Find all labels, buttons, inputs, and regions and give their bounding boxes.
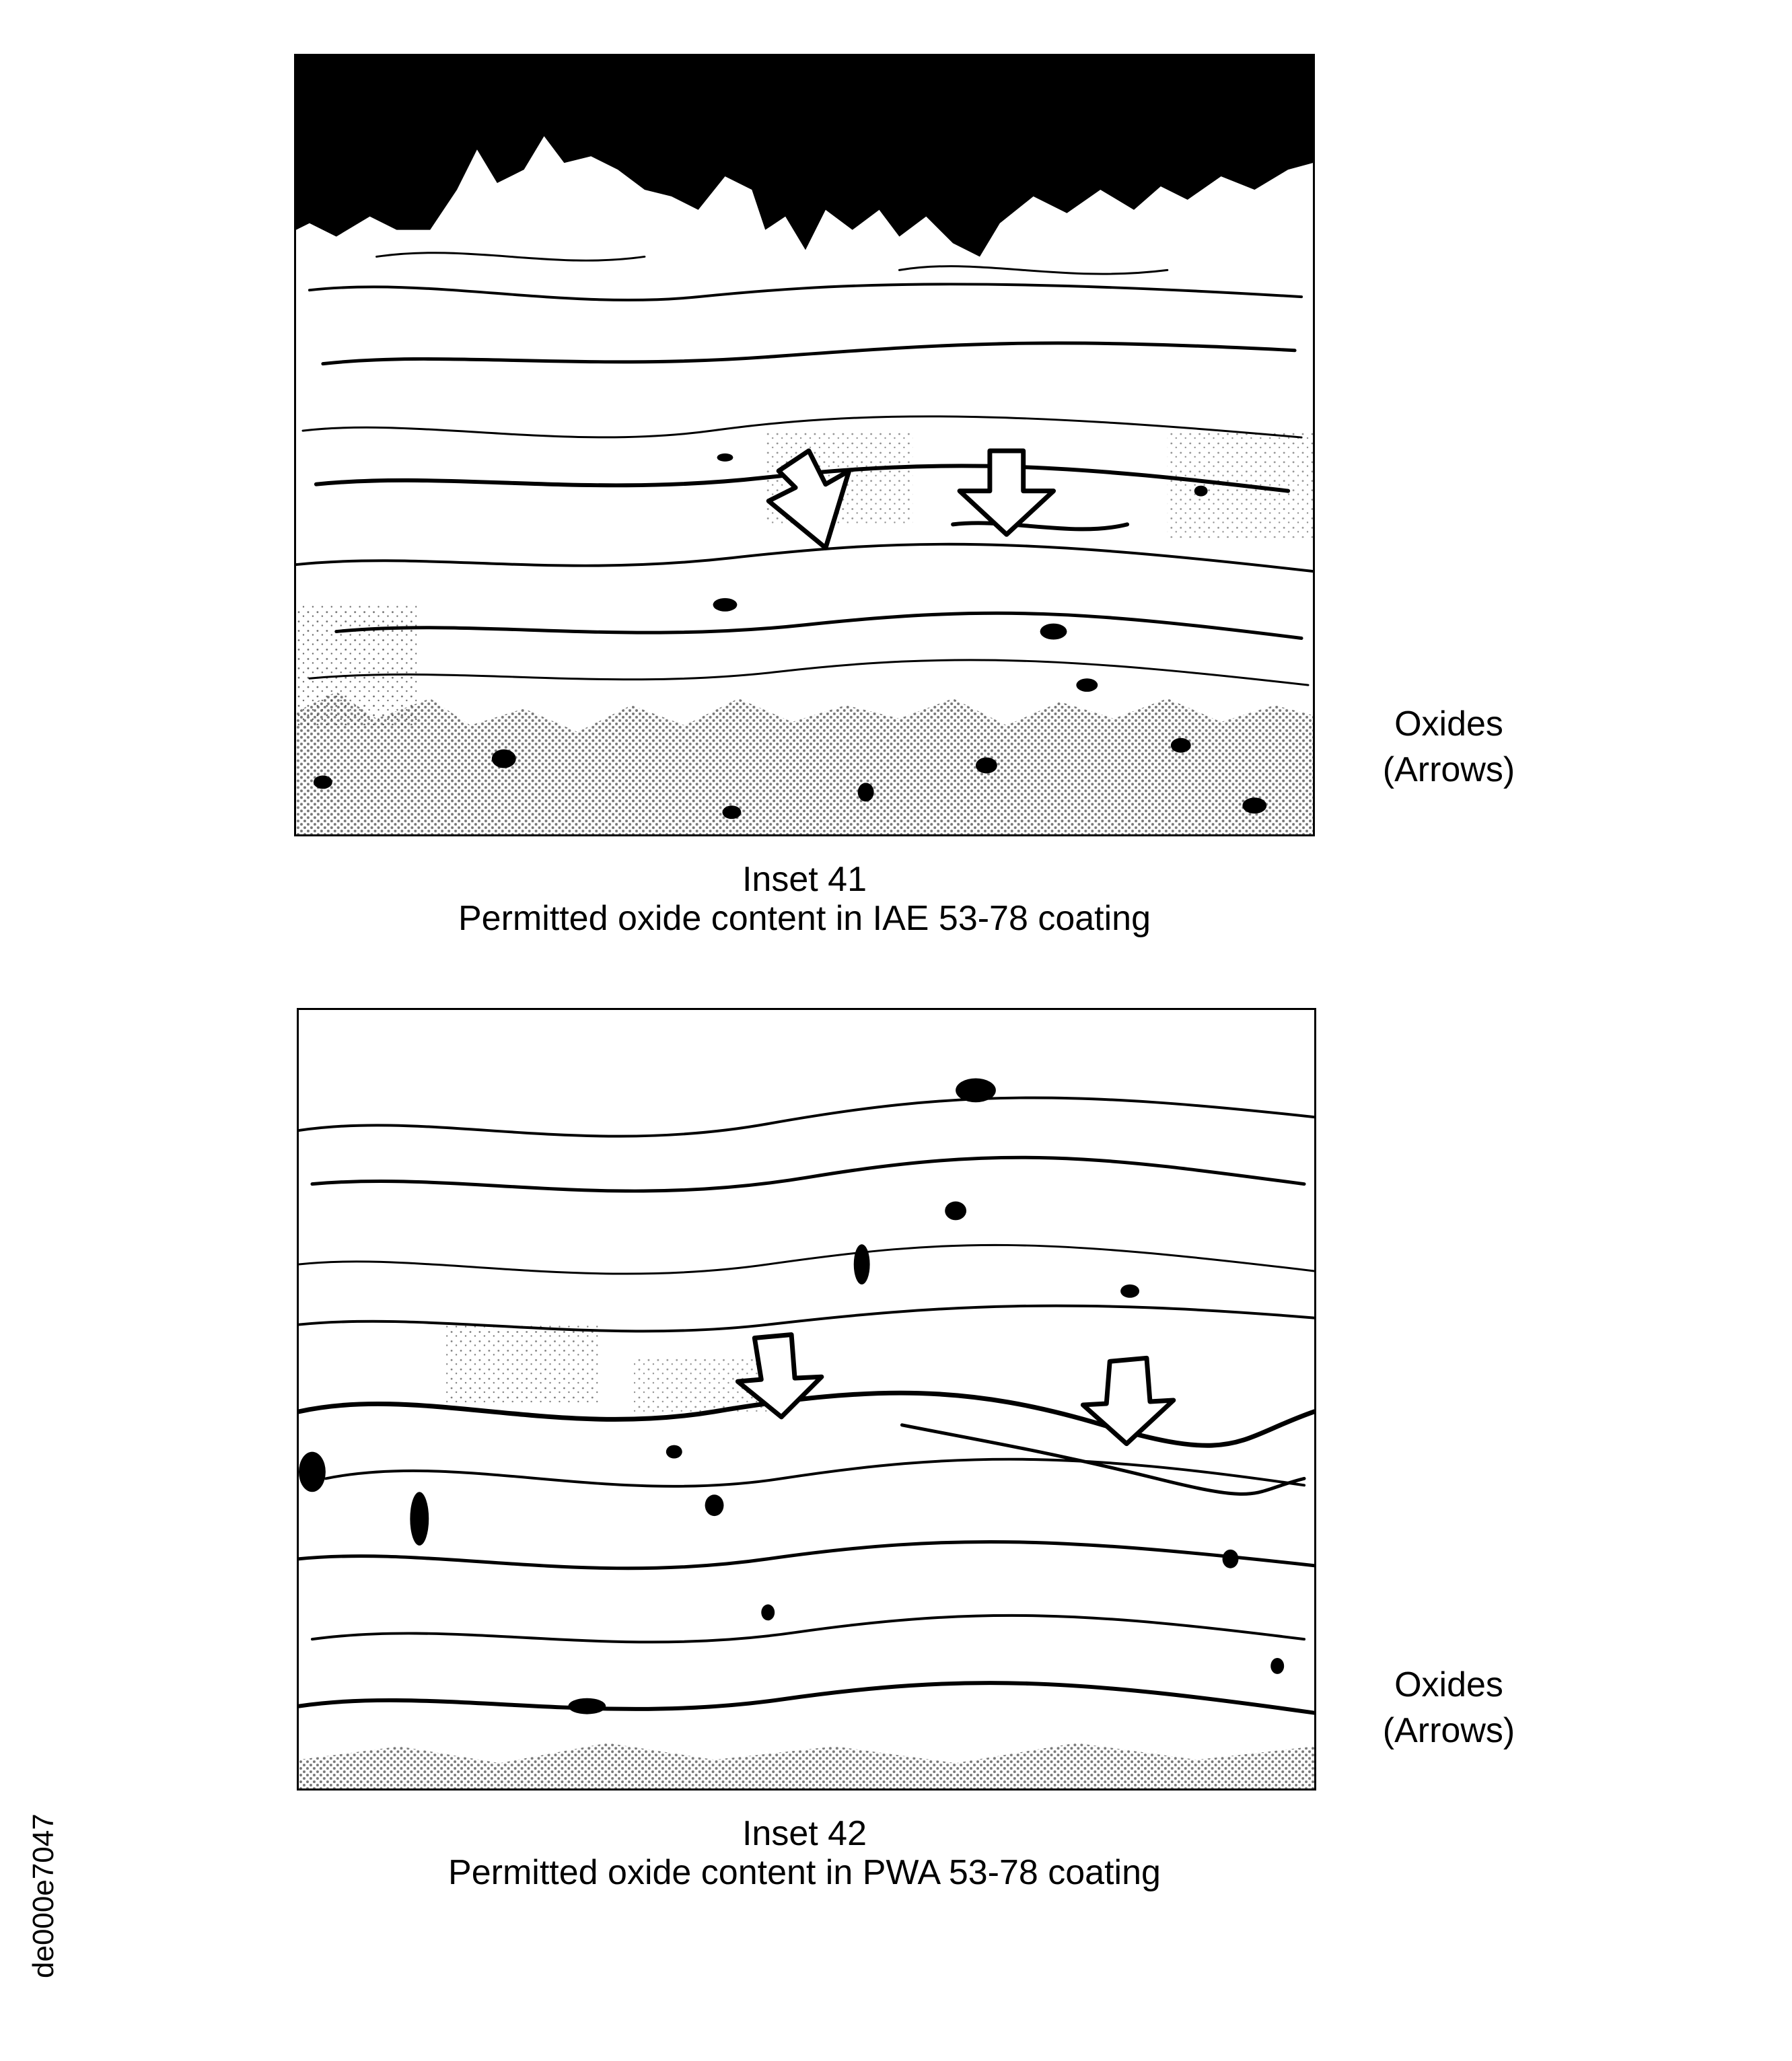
inset-42-caption: Permitted oxide content in PWA 53-78 coating — [448, 1853, 1161, 1892]
oxides-label-41 — [1351, 701, 1546, 793]
caption-inset-42 — [294, 1814, 1315, 1892]
inset-41-number: Inset 41 — [742, 860, 867, 899]
oxides-label-41-line1: Oxides — [1394, 704, 1503, 744]
micrograph-42-drawing — [299, 1010, 1314, 1788]
micrograph-inset-42 — [297, 1008, 1316, 1791]
mount-resin-region — [296, 56, 1313, 256]
micrograph-41-drawing — [296, 56, 1313, 834]
substrate-region-42 — [299, 1743, 1314, 1788]
oxide-arrow-4 — [1083, 1358, 1173, 1443]
caption-inset-41 — [294, 860, 1315, 938]
oxides-label-41-line2: (Arrows) — [1382, 750, 1515, 789]
document-id: de000e7047 — [27, 1813, 60, 1978]
oxides-label-42 — [1351, 1662, 1546, 1753]
oxides-label-42-line2: (Arrows) — [1382, 1711, 1515, 1750]
oxides-label-42-line1: Oxides — [1394, 1665, 1503, 1704]
micrograph-inset-41 — [294, 54, 1315, 836]
inset-41-caption: Permitted oxide content in IAE 53-78 coating — [458, 899, 1151, 938]
substrate-region — [296, 692, 1313, 834]
inset-42-number: Inset 42 — [742, 1814, 867, 1853]
